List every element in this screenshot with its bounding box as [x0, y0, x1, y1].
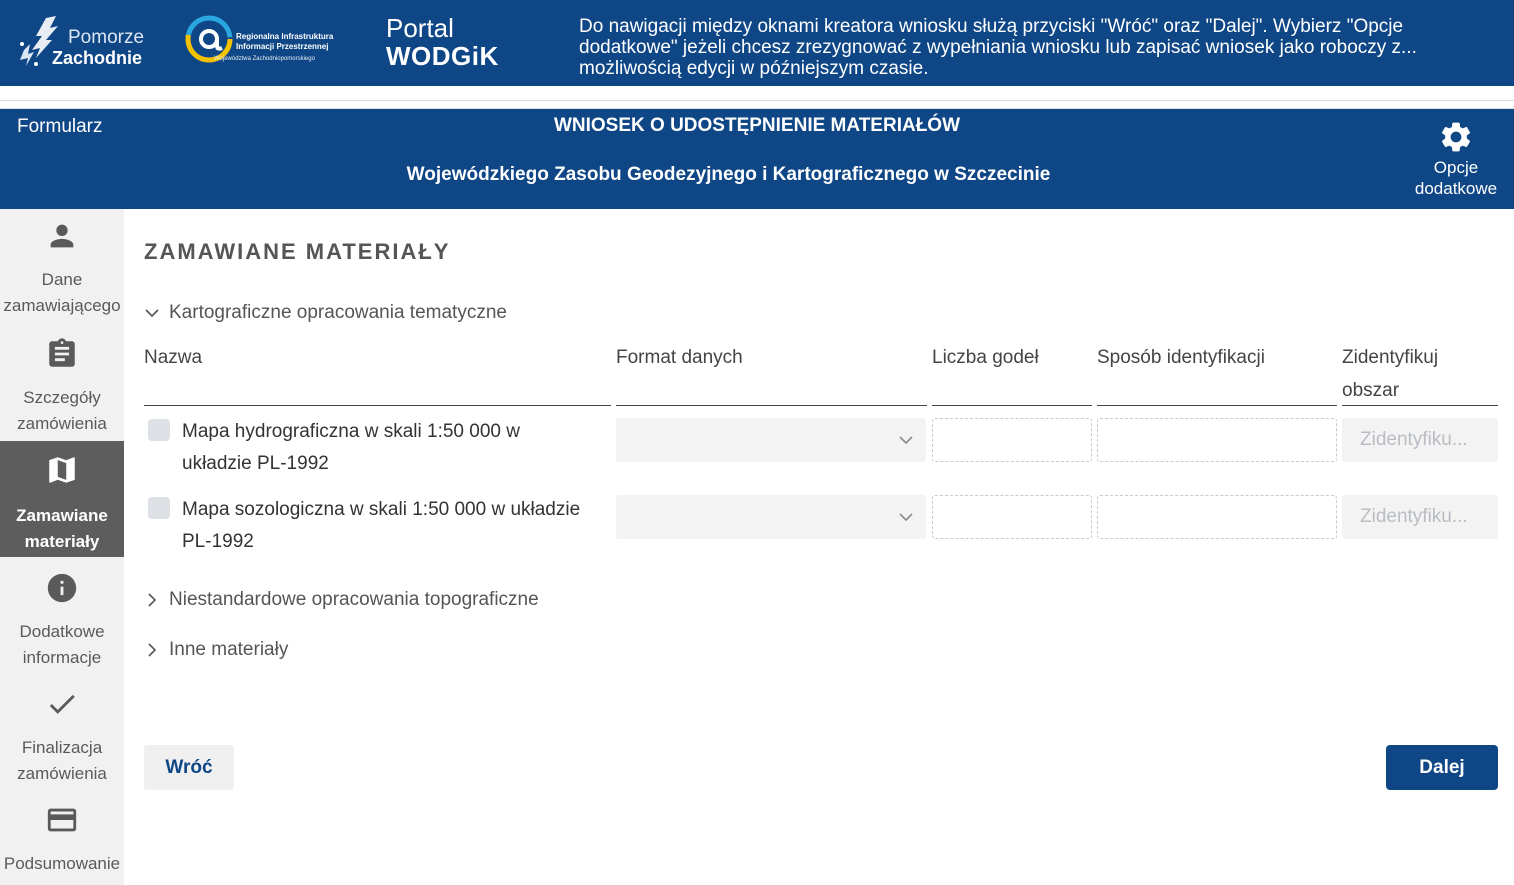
form-subtitle: Wojewódzkiego Zasobu Geodezyjnego i Kartograficznego w Szczecinie	[406, 164, 1051, 185]
accordion-label: Niestandardowe opracowania topograficzne	[169, 589, 539, 610]
sheet-count-input[interactable]	[932, 495, 1092, 539]
accordion-niestandardowe[interactable]	[144, 589, 539, 611]
portal-label: Portal	[386, 13, 454, 43]
gear-icon	[1438, 119, 1474, 155]
identification-method-input[interactable]	[1097, 418, 1337, 462]
step-label-line2: zamówienia	[17, 764, 107, 783]
additional-options-button[interactable]	[1404, 119, 1508, 207]
header-underline-name	[144, 405, 611, 406]
row-item-name	[182, 416, 612, 480]
step-label-line2: zamawiającego	[3, 296, 121, 315]
step-label-line2: materiały	[24, 532, 100, 551]
riip-line1: Regionalna Infrastruktura	[236, 32, 334, 41]
chevron-right-icon	[144, 642, 160, 658]
form-header	[0, 109, 1514, 209]
options-label-line1: Opcje	[1433, 158, 1479, 177]
row-item-name-line1: Mapa hydrograficzna w skali 1:50 000 w	[182, 421, 520, 442]
step-finalizacja-zamowienia[interactable]	[0, 687, 124, 795]
step-label-line1: Finalizacja	[21, 738, 103, 757]
accordion-label: Kartograficzne opracowania tematyczne	[169, 302, 507, 323]
row-checkbox[interactable]	[148, 419, 170, 441]
form-label: Formularz	[17, 116, 103, 137]
identify-area-button[interactable]: Zidentyfiku...	[1342, 495, 1498, 539]
portal-title[interactable]	[386, 14, 499, 70]
header-underline-method	[1097, 405, 1337, 406]
column-header-name: Nazwa	[144, 347, 203, 368]
step-dodatkowe-informacje[interactable]	[0, 571, 124, 679]
row-item-name-line2: układzie PL-1992	[182, 453, 329, 474]
row-item-name	[182, 494, 612, 558]
row-checkbox[interactable]	[148, 497, 170, 519]
header-separator	[0, 86, 1514, 109]
riip-logo[interactable]	[184, 12, 344, 68]
column-header-identify-line2: obszar	[1342, 380, 1400, 401]
step-zamawiane-materialy[interactable]	[0, 441, 124, 557]
row-item-name-line2: PL-1992	[182, 531, 254, 552]
chevron-down-icon	[144, 305, 160, 321]
logo-pomorze-text: Pomorze	[68, 27, 145, 48]
accordion-label: Inne materiały	[169, 639, 289, 660]
accordion-inne[interactable]	[144, 639, 288, 661]
step-label-line2: zamówienia	[17, 414, 107, 433]
step-label-line1: Dane	[41, 270, 83, 289]
identify-area-button[interactable]: Zidentyfiku...	[1342, 418, 1498, 462]
step-szczegoly-zamowienia[interactable]	[0, 337, 124, 441]
column-header-format: Format danych	[616, 347, 743, 368]
header-underline-count	[932, 405, 1092, 406]
clipboard-icon	[45, 337, 79, 371]
logo-zachodnie-text: Zachodnie	[52, 48, 143, 68]
accordion-kartograficzne[interactable]	[144, 302, 507, 324]
navigation-help-message: Do nawigacji między oknami kreatora wniosku służą przyciski "Wróć" oraz "Dalej". Wybierz "Opcje dodatkowe" jeżeli chcesz zrezygnować z wypełniania wniosku lub zapisać wniosek jako roboczy z... możliwością edycji w późniejszym czasie.	[579, 16, 1417, 79]
format-select[interactable]	[616, 495, 926, 539]
row-item-name-line1: Mapa sozologiczna w skali 1:50 000 w układzie	[182, 499, 581, 520]
chevron-down-icon	[898, 432, 914, 448]
riip-line3: Województwa Zachodniopomorskiego	[214, 56, 315, 62]
column-header-method: Sposób identyfikacji	[1097, 347, 1265, 368]
step-podsumowanie[interactable]	[0, 803, 124, 883]
step-label-line1: Zamawiane	[16, 506, 108, 525]
info-icon	[45, 571, 79, 605]
main-content	[124, 209, 1514, 885]
form-title: WNIOSEK O UDOSTĘPNIENIE MATERIAŁÓW	[553, 115, 961, 136]
step-dane-zamawiajacego[interactable]	[0, 219, 124, 327]
step-label-line1: Podsumowanie	[3, 854, 121, 873]
step-label-line1: Szczegóły	[23, 388, 101, 407]
header-underline-format	[616, 405, 927, 406]
identification-method-input[interactable]	[1097, 495, 1337, 539]
back-button[interactable]: Wróć	[144, 745, 234, 790]
step-label-line2: informacje	[22, 648, 102, 667]
separator-line	[0, 100, 1514, 101]
portal-name: WODGiK	[386, 41, 499, 71]
chevron-right-icon	[144, 592, 160, 608]
person-icon	[45, 219, 79, 253]
column-header-count: Liczba godeł	[932, 347, 1039, 368]
column-header-identify-line1: Zidentyfikuj	[1342, 347, 1439, 368]
wizard-steps-sidebar	[0, 209, 124, 885]
card-icon	[45, 803, 79, 837]
next-button[interactable]: Dalej	[1386, 745, 1498, 790]
sheet-count-input[interactable]	[932, 418, 1092, 462]
check-icon	[45, 687, 79, 721]
header-underline-identify	[1342, 405, 1498, 406]
map-icon	[45, 453, 79, 487]
step-label-line1: Dodatkowe	[19, 622, 105, 641]
top-bar	[0, 0, 1514, 86]
chevron-down-icon	[898, 509, 914, 525]
riip-line2: Informacji Przestrzennej	[236, 42, 329, 51]
pomorze-zachodnie-logo[interactable]	[14, 12, 154, 70]
options-label-line2: dodatkowe	[1414, 179, 1498, 198]
format-select[interactable]	[616, 418, 926, 462]
section-title: ZAMAWIANE MATERIAŁY	[144, 239, 451, 264]
